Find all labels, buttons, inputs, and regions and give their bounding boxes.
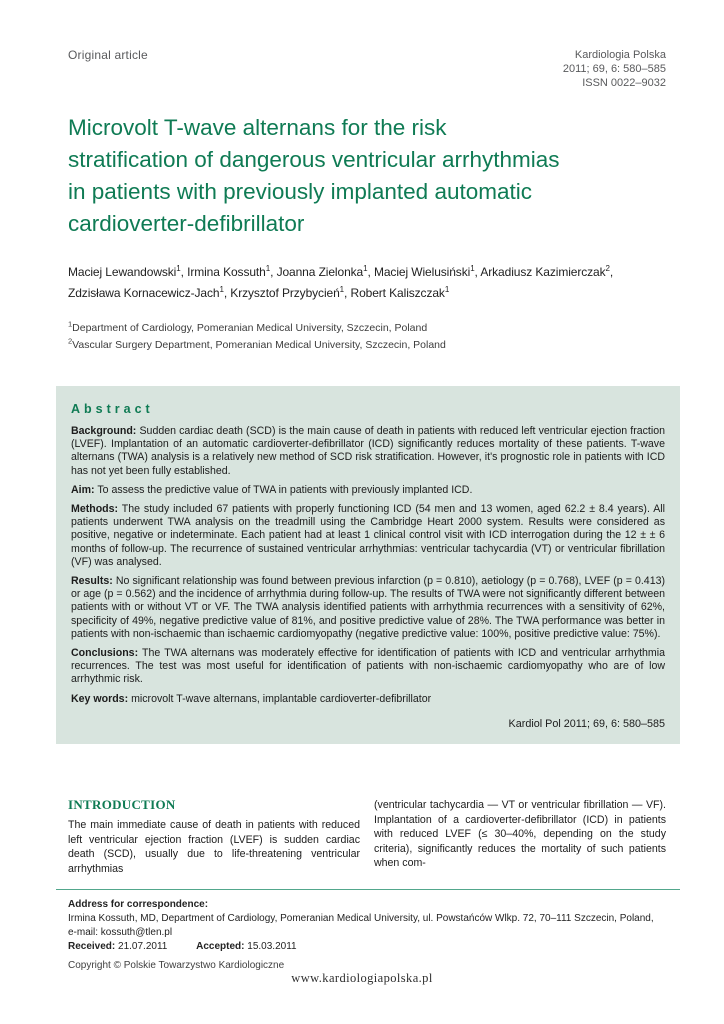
article-title-line: stratification of dangerous ventricular arrhythmias <box>68 147 560 172</box>
abstract-text-keywords: microvolt T-wave alternans, implantable cardioverter-defibrillator <box>131 692 432 705</box>
article-title-line: cardioverter-defibrillator <box>68 211 305 236</box>
abstract-text-methods: The study included 67 patients with properly functioning ICD (54 men and 13 women, aged 62.2 ± 8.4 years). All patients underwent TWA analysis on the treadmill using the Cambridge Heart 2000 system. Results were considered as positive, negative or indeterminate. Each patient had at least 1 clinical control visit with ICD interrogation during the 12 ± ± 6 months of follow-up. The recurrence of sustained ventricular arrhythmias: ventricular tachycardia (VT) or ventricular fibrillation (VF) was analysed. <box>71 503 665 568</box>
article-type-label: Original article <box>68 48 148 62</box>
abstract-paragraph-aim <box>71 484 665 497</box>
received-label: Received: <box>68 941 116 952</box>
abstract-label-conclusions: Conclusions: <box>71 647 139 660</box>
abstract-box <box>56 386 680 744</box>
abstract-text-background: Sudden cardiac death (SCD) is the main cause of death in patients with reduced left ventricular ejection fraction (LVEF). Implantation of an automatic cardioverter-defibrillator (ICD) significantly reduces mortality of these patients. T-wave alternans (TWA) analysis is a relatively new method of SCD risk stratification. However, it's prognostic role in patients with ICD has not yet been fully established. <box>71 425 665 477</box>
abstract-text-conclusions: The TWA alternans was moderately effective for identification of patients with ICD and ventricular arrhythmia recurrences. The test was most useful for identification of patients with non-ischaemic cardiomyopathy who are of low arrhythmic risk. <box>71 647 665 686</box>
introduction-right-text: (ventricular tachycardia — VT or ventricular fibrillation — VF). Implantation of a cardioverter-defibrillator (ICD) in patients with reduced LVEF (≤ 30–40%, depending on the study criteria), significantly reduces the mortality of such patients when com- <box>374 799 666 870</box>
abstract-paragraph-conclusions <box>71 647 665 687</box>
introduction-left-text: The main immediate cause of death in patients with reduced left ventricular ejection fraction (LVEF) is sudden cardiac death (SCD), usually due to life-threatening ventricular arrhythmias <box>68 819 360 875</box>
copyright-text: Copyright © Polskie Towarzystwo Kardiologiczne <box>68 960 285 971</box>
journal-issue: 2011; 69, 6: 580–585 <box>562 63 666 75</box>
correspondence-address: Irmina Kossuth, MD, Department of Cardiology, Pomeranian Medical University, ul. Powstańców Wlkp. 72, 70–111 Szczecin, Poland, <box>68 913 654 924</box>
abstract-paragraph-results <box>71 575 665 641</box>
abstract-paragraph-background <box>71 425 665 478</box>
abstract-label-keywords: Key words: <box>71 692 129 705</box>
introduction-right-column <box>374 797 666 876</box>
abstract-label-background: Background: <box>71 425 137 437</box>
abstract-paragraph-methods <box>71 503 665 569</box>
accepted-value: 15.03.2011 <box>247 941 297 952</box>
journal-name: Kardiologia Polska <box>574 49 666 61</box>
introduction-heading: INTRODUCTION <box>68 797 176 812</box>
accepted-label: Accepted: <box>196 941 245 952</box>
introduction-left-column <box>68 797 360 876</box>
correspondence-label: Address for correspondence: <box>68 899 209 910</box>
authors-line: Maciej Lewandowski$^1$, Irmina Kossuth$^1$, Joanna Zielonka$^1$, Maciej Wielusiński$^1$, Arkadiusz Kazimierczak$^2$, <box>68 264 614 279</box>
footer-divider-rule <box>56 889 680 890</box>
abstract-heading: Abstract <box>71 402 154 416</box>
article-title <box>68 112 684 240</box>
article-title-line: Microvolt T-wave alternans for the risk <box>68 115 447 140</box>
correspondence-block <box>68 898 684 973</box>
page-header <box>68 48 666 90</box>
affiliations-block <box>68 320 666 353</box>
authors-line: Zdzisława Kornacewicz-Jach$^1$, Krzysztof Przybycień$^1$, Robert Kaliszczak$^1$ <box>68 285 450 300</box>
correspondence-email: e-mail: kossuth@tlen.pl <box>68 927 173 938</box>
journal-meta <box>563 48 666 90</box>
dates-line <box>68 940 684 954</box>
article-title-line: in patients with previously implanted automatic <box>68 179 532 204</box>
abstract-label-results: Results: <box>71 575 113 588</box>
affiliation-line: $^2$Vascular Surgery Department, Pomeranian Medical University, Szczecin, Poland <box>68 336 446 351</box>
received-value: 21.07.2011 <box>118 941 168 952</box>
abstract-citation: Kardiol Pol 2011; 69, 6: 580–585 <box>508 717 665 730</box>
authors-block <box>68 262 684 304</box>
abstract-paragraph-keywords <box>71 693 665 706</box>
abstract-label-methods: Methods: <box>71 503 119 516</box>
journal-website: www.kardiologiapolska.pl <box>291 971 433 985</box>
journal-issn: ISSN 0022–9032 <box>582 77 666 89</box>
affiliation-line: $^1$Department of Cardiology, Pomeranian Medical University, Szczecin, Poland <box>68 319 428 334</box>
introduction-section <box>68 797 666 876</box>
abstract-text-results: No significant relationship was found between previous infarction (p = 0.810), aetiology (p = 0.768), LVEF (p = 0.413) or age (p = 0.562) and the incidence of arrhythmia during follow-up. The results of TWA were not significantly different between patients with or without VT or VF. The TWA analysis identified patients with arrhythmia recurrences with a sensitivity of 62%, specificity of 49%, negative predictive value of 81%, and positive predictive value of 28%. The TWA performance was better in patients with non-ischaemic than ischaemic cardiomyopathy (negative predictive value: 100%, positive predictive value: 75%). <box>71 575 665 640</box>
abstract-label-aim: Aim: <box>71 483 95 496</box>
abstract-text-aim: To assess the predictive value of TWA in patients with previously implanted ICD. <box>97 483 473 496</box>
